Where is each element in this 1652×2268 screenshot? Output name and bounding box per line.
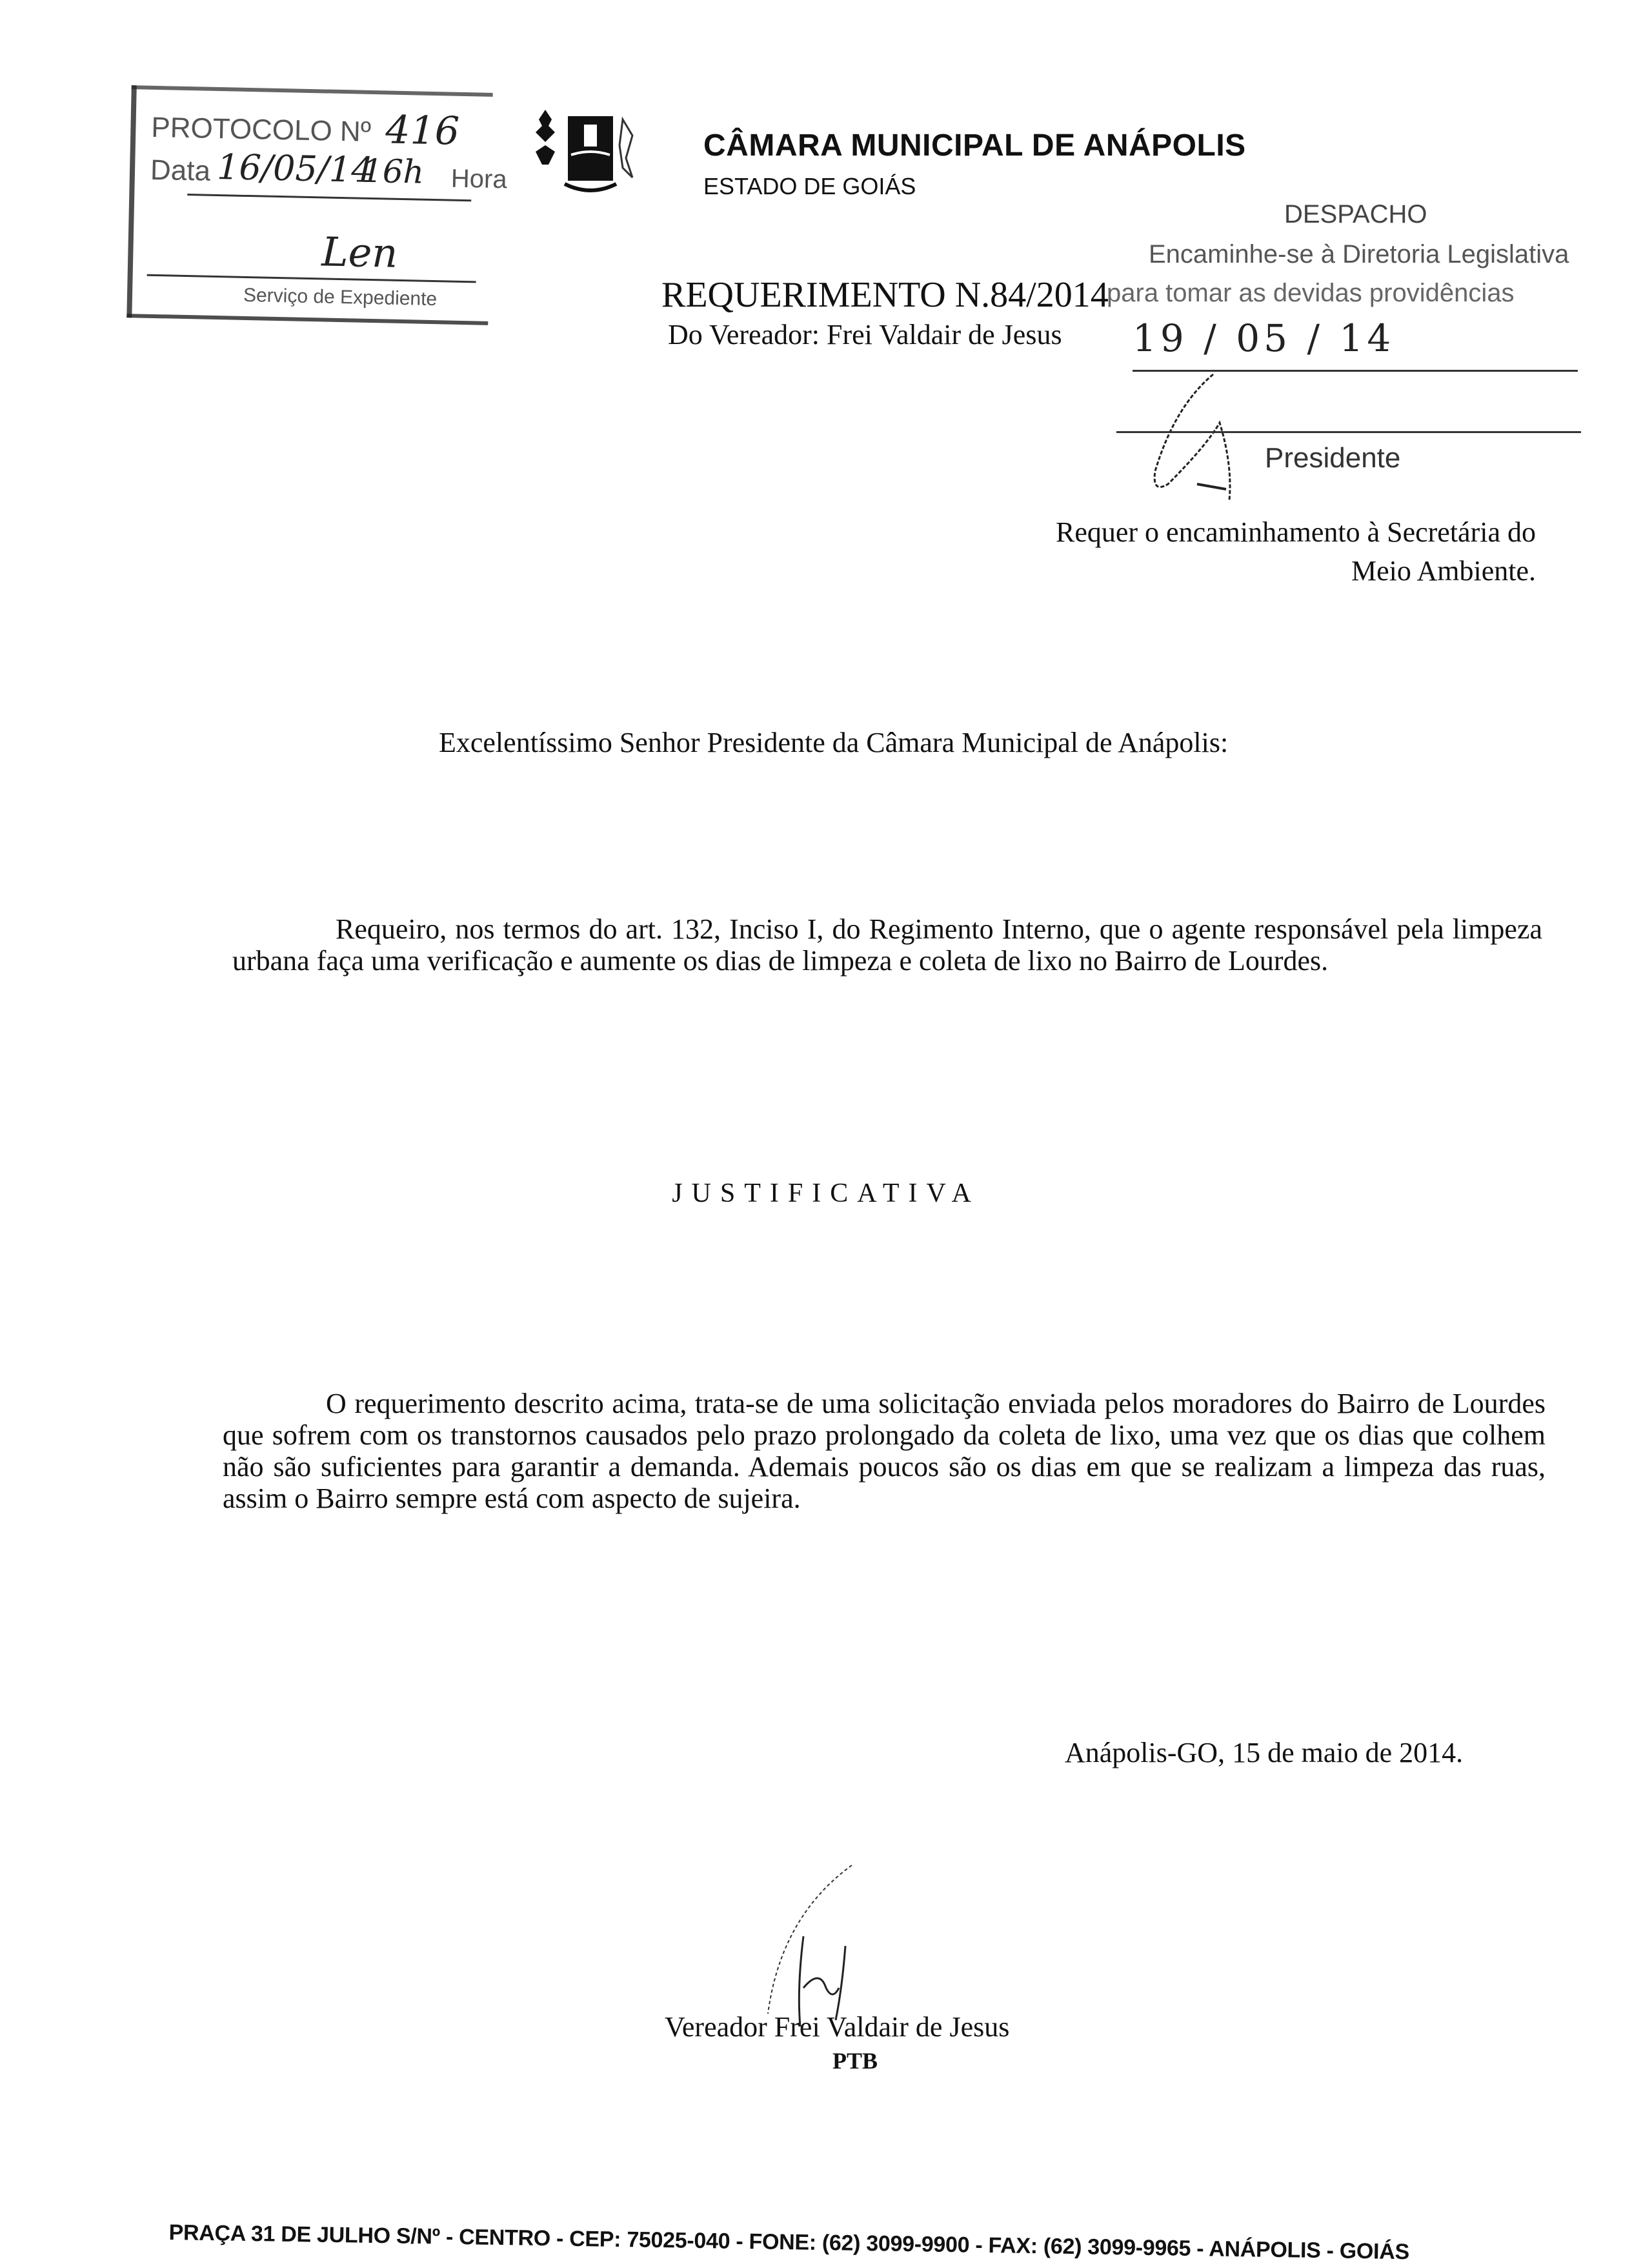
stamp-border	[132, 85, 493, 97]
header-title: CÂMARA MUNICIPAL DE ANÁPOLIS	[703, 128, 1246, 163]
ementa	[994, 513, 1536, 591]
date-label: Data	[150, 154, 211, 187]
salutation: Excelentíssimo Senhor Presidente da Câmara Municipal de Anápolis:	[439, 727, 1229, 758]
stamp-border	[126, 314, 488, 325]
stamp-underline	[187, 194, 471, 201]
service-label: Serviço de Expediente	[243, 284, 438, 310]
signatory-name: Vereador Frei Valdair de Jesus	[665, 2011, 1010, 2043]
despacho-signature-line	[1116, 431, 1581, 433]
signature-stroke	[1154, 374, 1230, 500]
coat-ribbon	[565, 184, 616, 190]
coat-shield-tower	[584, 125, 597, 147]
signature-stroke	[1197, 484, 1226, 489]
time-label: Hora	[450, 164, 508, 194]
signature-stroke	[768, 1865, 852, 2014]
coat-of-arms-icon	[526, 106, 649, 200]
stamp-border	[126, 85, 137, 318]
justification-text: O requerimento descrito acima, trata-se de uma solicitação enviada pelos moradores do Bairro de Lourdes que sofrem com os transtornos causados pelo prazo prolongado da coleta de lixo, uma vez que os dias que colhem não são suficientes para garantir a demanda. Ademais poucos são os dias em que se realizam a limpeza das ruas, assim o Bairro sempre está com aspecto de sujeira.	[223, 1388, 1546, 1514]
coat-branch-right	[620, 119, 632, 177]
request-paragraph	[232, 913, 1542, 977]
despacho-line-1: Encaminhe-se à Diretoria Legislativa	[1149, 240, 1569, 268]
protocol-time: 16h	[361, 152, 425, 191]
coat-leaf-left-lower	[536, 145, 555, 165]
place-date: Anápolis-GO, 15 de maio de 2014.	[1065, 1737, 1464, 1768]
ementa-line-1: Requer o encaminhamento à Secretária do	[1055, 516, 1536, 548]
requerimento-title: REQUERIMENTO N.84/2014	[661, 275, 1109, 315]
signatory-party: PTB	[832, 2048, 878, 2074]
footer-address: PRAÇA 31 DE JULHO S/Nº - CENTRO - CEP: 75025-040 - FONE: (62) 3099-9900 - FAX: (62) 3099-9965 - ANÁPOLIS - GOIÁS	[168, 2220, 1410, 2265]
protocol-date: 16/05/14	[216, 146, 374, 191]
request-text: Requeiro, nos termos do art. 132, Inciso I, do Regimento Interno, que o agente responsável pela limpeza urbana faça uma verificação e aumente os dias de limpeza e coleta de lixo no Bairro de Lourdes.	[232, 913, 1542, 977]
header-subtitle: ESTADO DE GOIÁS	[703, 173, 916, 199]
protocol-stamp	[126, 85, 508, 325]
ementa-line-2: Meio Ambiente.	[1351, 555, 1536, 587]
despacho-title: DESPACHO	[1284, 200, 1427, 228]
despacho-signatory: Presidente	[1265, 442, 1401, 474]
requerimento-author: Do Vereador: Frei Valdair de Jesus	[668, 319, 1062, 350]
justification-heading: JUSTIFICATIVA	[672, 1179, 980, 1208]
president-signature-icon	[1136, 368, 1278, 503]
stamp-signature-line	[147, 274, 476, 283]
despacho-line-2: para tomar as devidas providências	[1107, 279, 1515, 307]
protocol-number: 416	[385, 107, 460, 154]
coat-leaf-left	[536, 110, 555, 142]
protocol-label: PROTOCOLO Nº	[150, 111, 372, 148]
justification-paragraph	[223, 1388, 1546, 1514]
despacho-date: 19 / 05 / 14	[1133, 316, 1395, 360]
stamp-signature: Len	[321, 228, 399, 277]
